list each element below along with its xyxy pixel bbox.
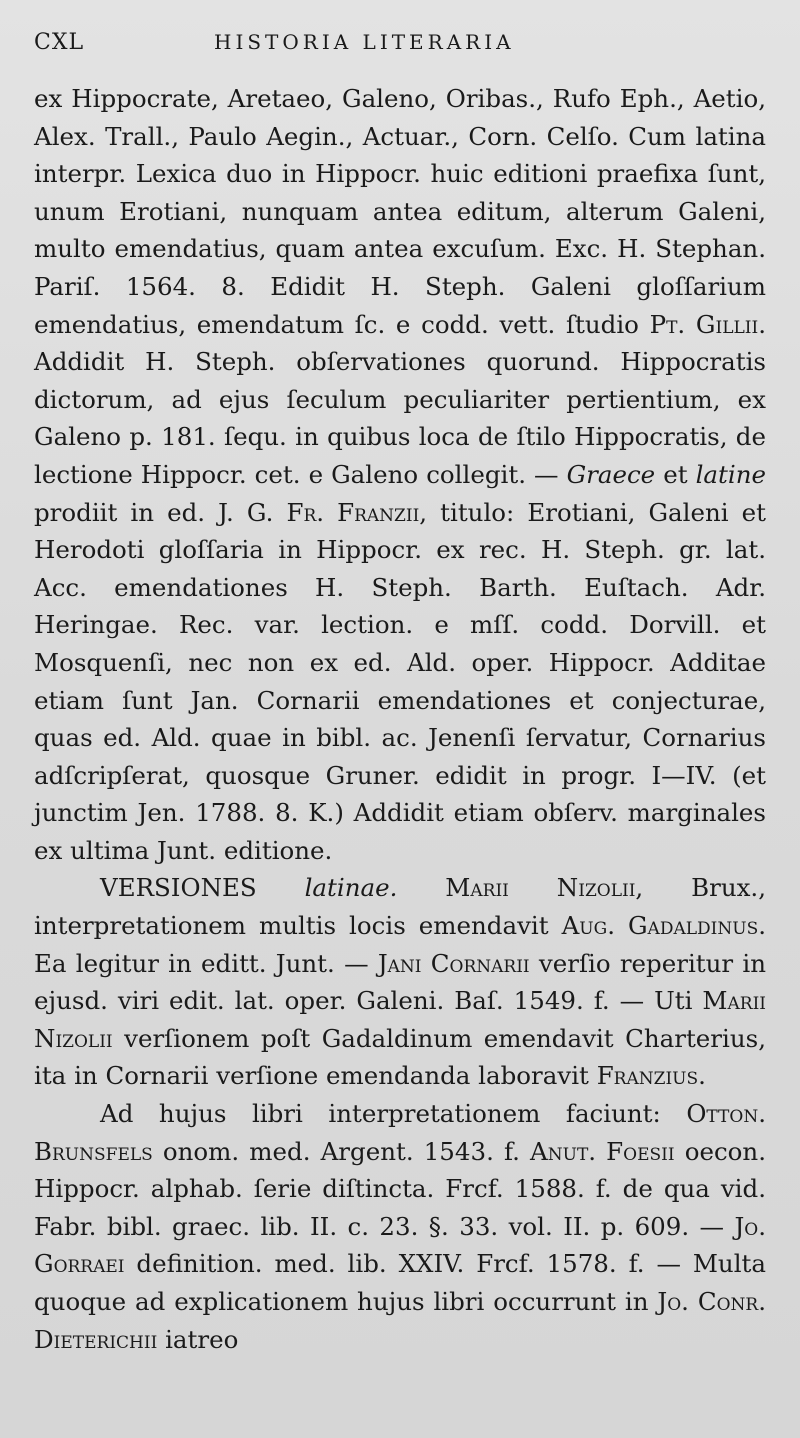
text-segment: Addidit H. Steph. obſervationes quorund. Hippocratis dictorum, ad ejus ſeculum peculiariter pertientium, ex Galeno p. 181. ſequ. in quibus loca de ſtilo Hippocratis, de lectione Hippocr. cet. e Galeno collegit. — bbox=[34, 347, 766, 489]
text-segment: VERSIONES bbox=[100, 873, 305, 903]
text-segment: definition. med. lib. XXIV. Frcf. 1578. f. — Multa quoque ad explicationem hujus libri occurrunt in bbox=[34, 1249, 766, 1316]
text-segment: verſio reperitur in ejusd. viri edit. lat. oper. Galeni. Baſ. 1549. f. — Uti bbox=[34, 948, 766, 1016]
text-segment: Marii Nizolii bbox=[34, 986, 766, 1053]
text-segment bbox=[397, 873, 445, 902]
text-segment: Ea legitur in editt. Junt. — bbox=[34, 948, 378, 978]
text-segment: Marii Nizolii, bbox=[445, 873, 644, 903]
text-segment: et bbox=[655, 459, 696, 489]
text-segment: ex Hippocrate, Aretaeo, Galeno, Oribas., Rufo Eph., Aetio, Alex. Trall., Paulo Aegin., Actuar., Corn. Celſo. Cum latina interpr. Lexica duo in Hippocr. huic editioni praefixa ſunt, unum Erotiani, nunquam antea editum, alterum Galeni, multo emendatius, quam antea excuſum. Exc. H. Stephan. Pariſ. 1564. 8. Edidit H. Steph. Galeni gloſſarium emendatius, emendatum ſc. e codd. vett. ſtudio bbox=[34, 84, 766, 339]
text-segment: Graece bbox=[566, 459, 656, 489]
page-header bbox=[34, 26, 766, 66]
text-segment: Jo. Conr. Dieterichii bbox=[34, 1287, 766, 1354]
text-segment: Ad hujus libri interpretationem faciunt: bbox=[100, 1099, 687, 1129]
paragraph-p3 bbox=[34, 1095, 766, 1358]
text-segment: Aug. Gadaldinus. bbox=[561, 911, 767, 941]
running-head: HISTORIA LITERARIA bbox=[214, 30, 515, 54]
text-segment: latinae. bbox=[304, 873, 398, 903]
text-segment: Franzius. bbox=[596, 1061, 706, 1091]
text-segment: iatreo bbox=[157, 1324, 239, 1354]
text-segment: verſionem poſt Gadaldinum emendavit Charterius, ita in Cornarii verſione emendanda laboravit bbox=[34, 1023, 766, 1091]
text-segment: oecon. Hippocr. alphab. ſerie diſtincta. Frcf. 1588. f. de qua vid. Fabr. bibl. graec. lib. II. c. 23. §. 33. vol. II. p. 609. — bbox=[34, 1136, 767, 1241]
text-segment: Anut. Foesii bbox=[530, 1136, 675, 1166]
text-segment: latine bbox=[695, 459, 766, 489]
text-segment: Otton. Brunsfels bbox=[34, 1099, 766, 1166]
paragraph-p1 bbox=[34, 80, 766, 869]
text-segment: Fr. Franzii, bbox=[286, 497, 428, 527]
folio-number: CXL bbox=[34, 30, 85, 55]
text-segment: Jani Cornarii bbox=[377, 948, 530, 978]
text-segment: Pt. Gillii. bbox=[649, 309, 766, 339]
text-segment: Jo. Gorraei bbox=[34, 1211, 766, 1279]
text-segment: prodiit in ed. J. G. bbox=[34, 497, 287, 527]
text-segment: onom. med. Argent. 1543. f. bbox=[152, 1136, 531, 1166]
paragraph-p2 bbox=[34, 869, 766, 1095]
text-segment: Brux., interpretationem multis locis emendavit bbox=[34, 873, 766, 941]
body-text bbox=[34, 80, 766, 1358]
text-segment: titulo: Erotiani, Galeni et Herodoti gloſſaria in Hippocr. ex rec. H. Steph. gr. lat. Acc. emendationes H. Steph. Barth. Euſtach. Adr. Heringae. Rec. var. lection. e mſſ. codd. Dorvill. et Mosquenſi, nec non ex ed. Ald. oper. Hippocr. Additae etiam ſunt Jan. Cornarii emendationes et conjecturae, quas ed. Ald. quae in bibl. ac. Jenenſi ſervatur, Cornarius adſcripſerat, quosque Gruner. edidit in progr. I—IV. (et junctim Jen. 1788. 8. K.) Addidit etiam obſerv. marginales ex ultima Junt. editione. bbox=[34, 497, 766, 865]
